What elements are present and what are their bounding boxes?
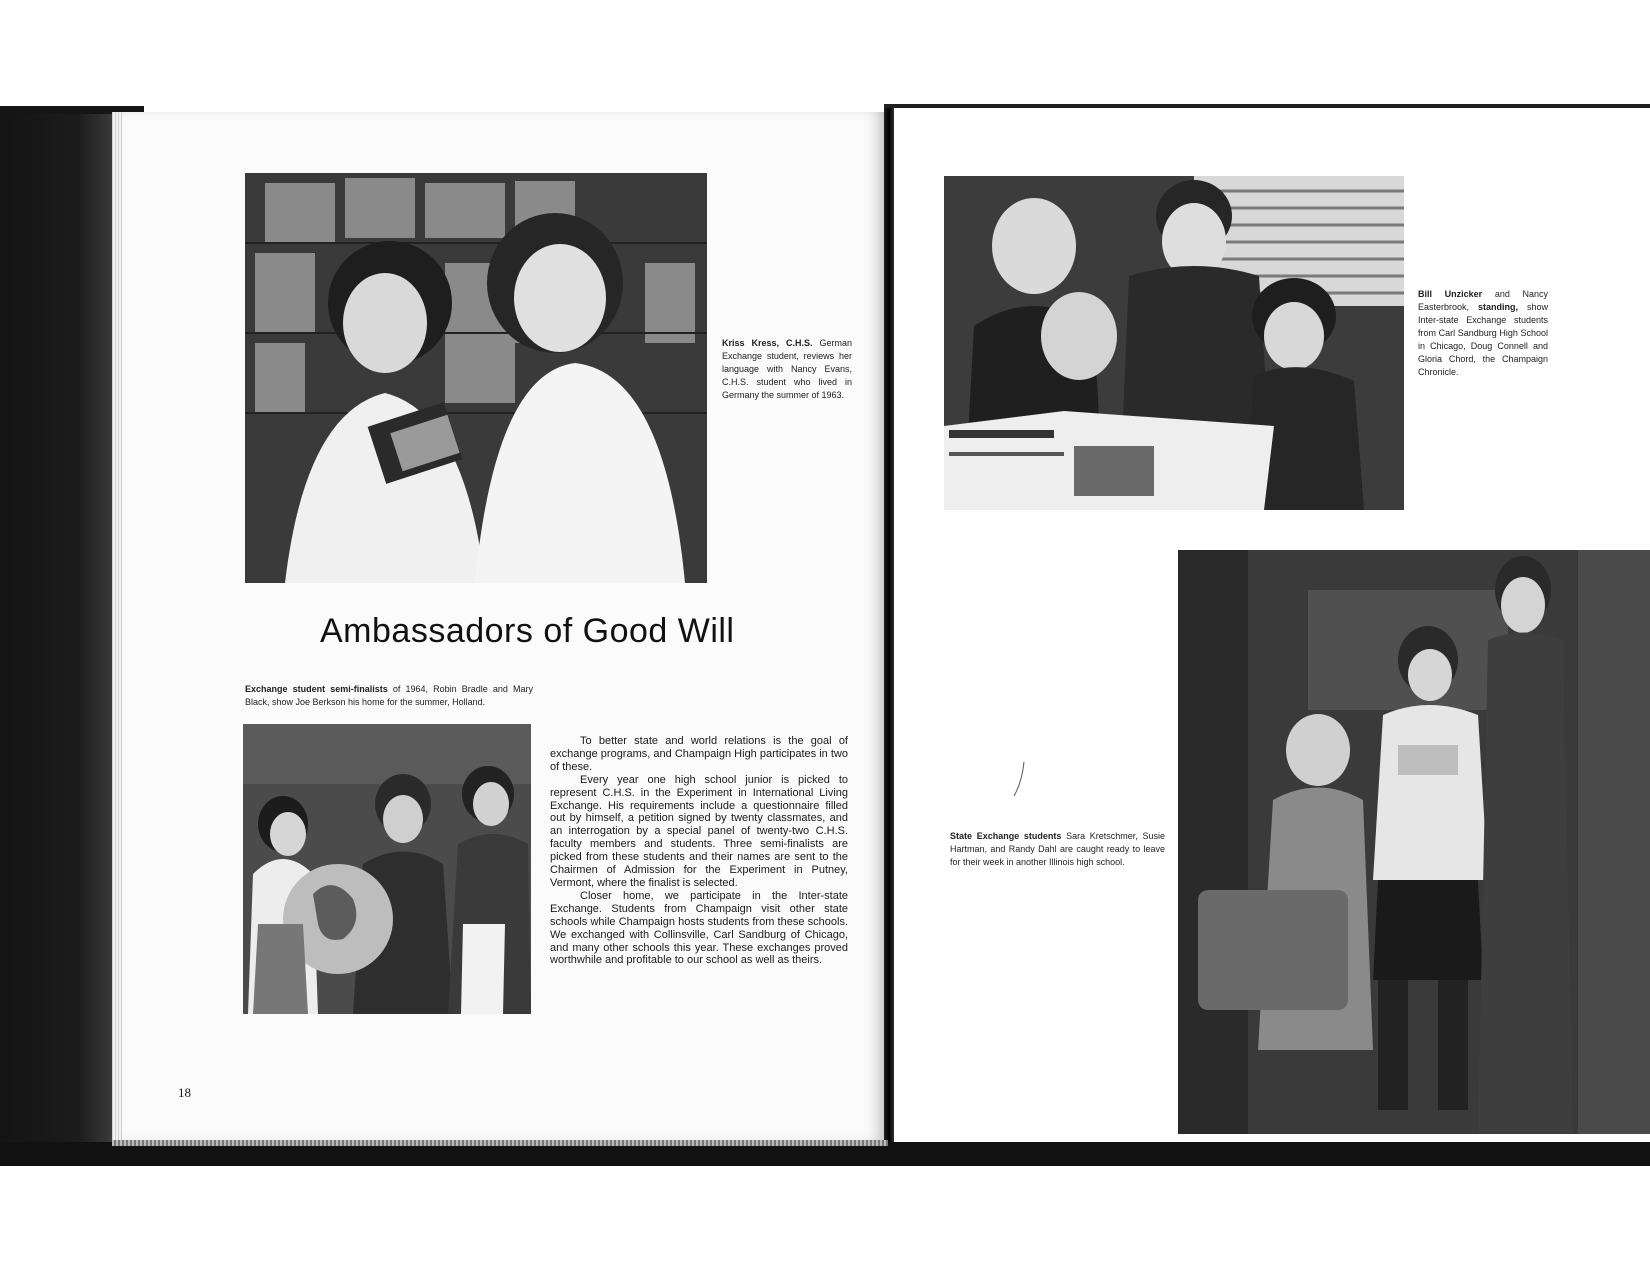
caption-semifinalists [245,683,533,709]
book-spine-left [0,106,112,1164]
pen-mark [1010,760,1030,800]
caption-unzicker-text: show Inter-state Exchange students from Carl Sandburg High School in Chicago, Doug Connell and Gloria Chord, the Champaign Chronicle. [1418,302,1549,377]
photo-chronicle [944,176,1404,510]
page-title: Ambassadors of Good Will [320,612,735,650]
left-page-edge [112,112,122,1142]
caption-semifinalists-text: of 1964, Robin Bradle and Mary Black, show Joe Berkson his home for the summer, Holland. [245,684,533,707]
left-page-bottom-edge [112,1140,888,1146]
body-paragraph: Every year one high school junior is picked to represent C.H.S. in the Experiment in International Living Exchange. His requirements include a questionnaire filled out by himself, a petition signed by twenty classmates, and an interrogation by a special panel of twenty-two C.H.S. faculty members and students. Three semi-finalists are picked from these students and their names are sent to the Chairmen of Admission for the Experiment in Putney, Vermont, where the finalist is selected. [550,773,848,889]
caption-state-exchange-text: Sara Kretschmer, Susie Hartman, and Randy Dahl are caught ready to leave for their week in another Illinois high school. [950,831,1165,867]
book-gutter [884,104,894,1164]
page-number: 18 [178,1085,191,1100]
caption-unzicker-mid: and Nancy Easterbrook, [1418,289,1548,312]
photo-language-review [245,173,707,583]
caption-unzicker-emph: standing, [1478,302,1519,312]
caption-kress [722,337,852,402]
photo-state-exchange [1178,550,1650,1134]
caption-semifinalists-lead: Exchange student semi-finalists [245,684,388,694]
body-paragraph: To better state and world relations is the goal of exchange programs, and Champaign High participates in two of these. [550,735,848,773]
caption-kress-lead: Kriss Kress, C.H.S. [722,338,813,348]
body-paragraph: Closer home, we participate in the Inter-state Exchange. Students from Champaign visit other state schools while Champaign hosts students from these schools. We exchanged with Collinsville, Carl Sandburg of Chicago, and many other schools this year. These exchanges proved worthwhile and profitable to our school as well as theirs. [550,889,848,967]
caption-kress-text: German Exchange student, reviews her language with Nancy Evans, C.H.S. student who lived in Germany the summer of 1963. [722,338,852,400]
caption-unzicker [1418,288,1548,379]
caption-state-exchange-lead: State Exchange students [950,831,1062,841]
caption-unzicker-lead: Bill Unzicker [1418,289,1483,299]
photo-globe [243,724,531,1014]
body-article [550,735,848,967]
caption-state-exchange [950,830,1165,869]
